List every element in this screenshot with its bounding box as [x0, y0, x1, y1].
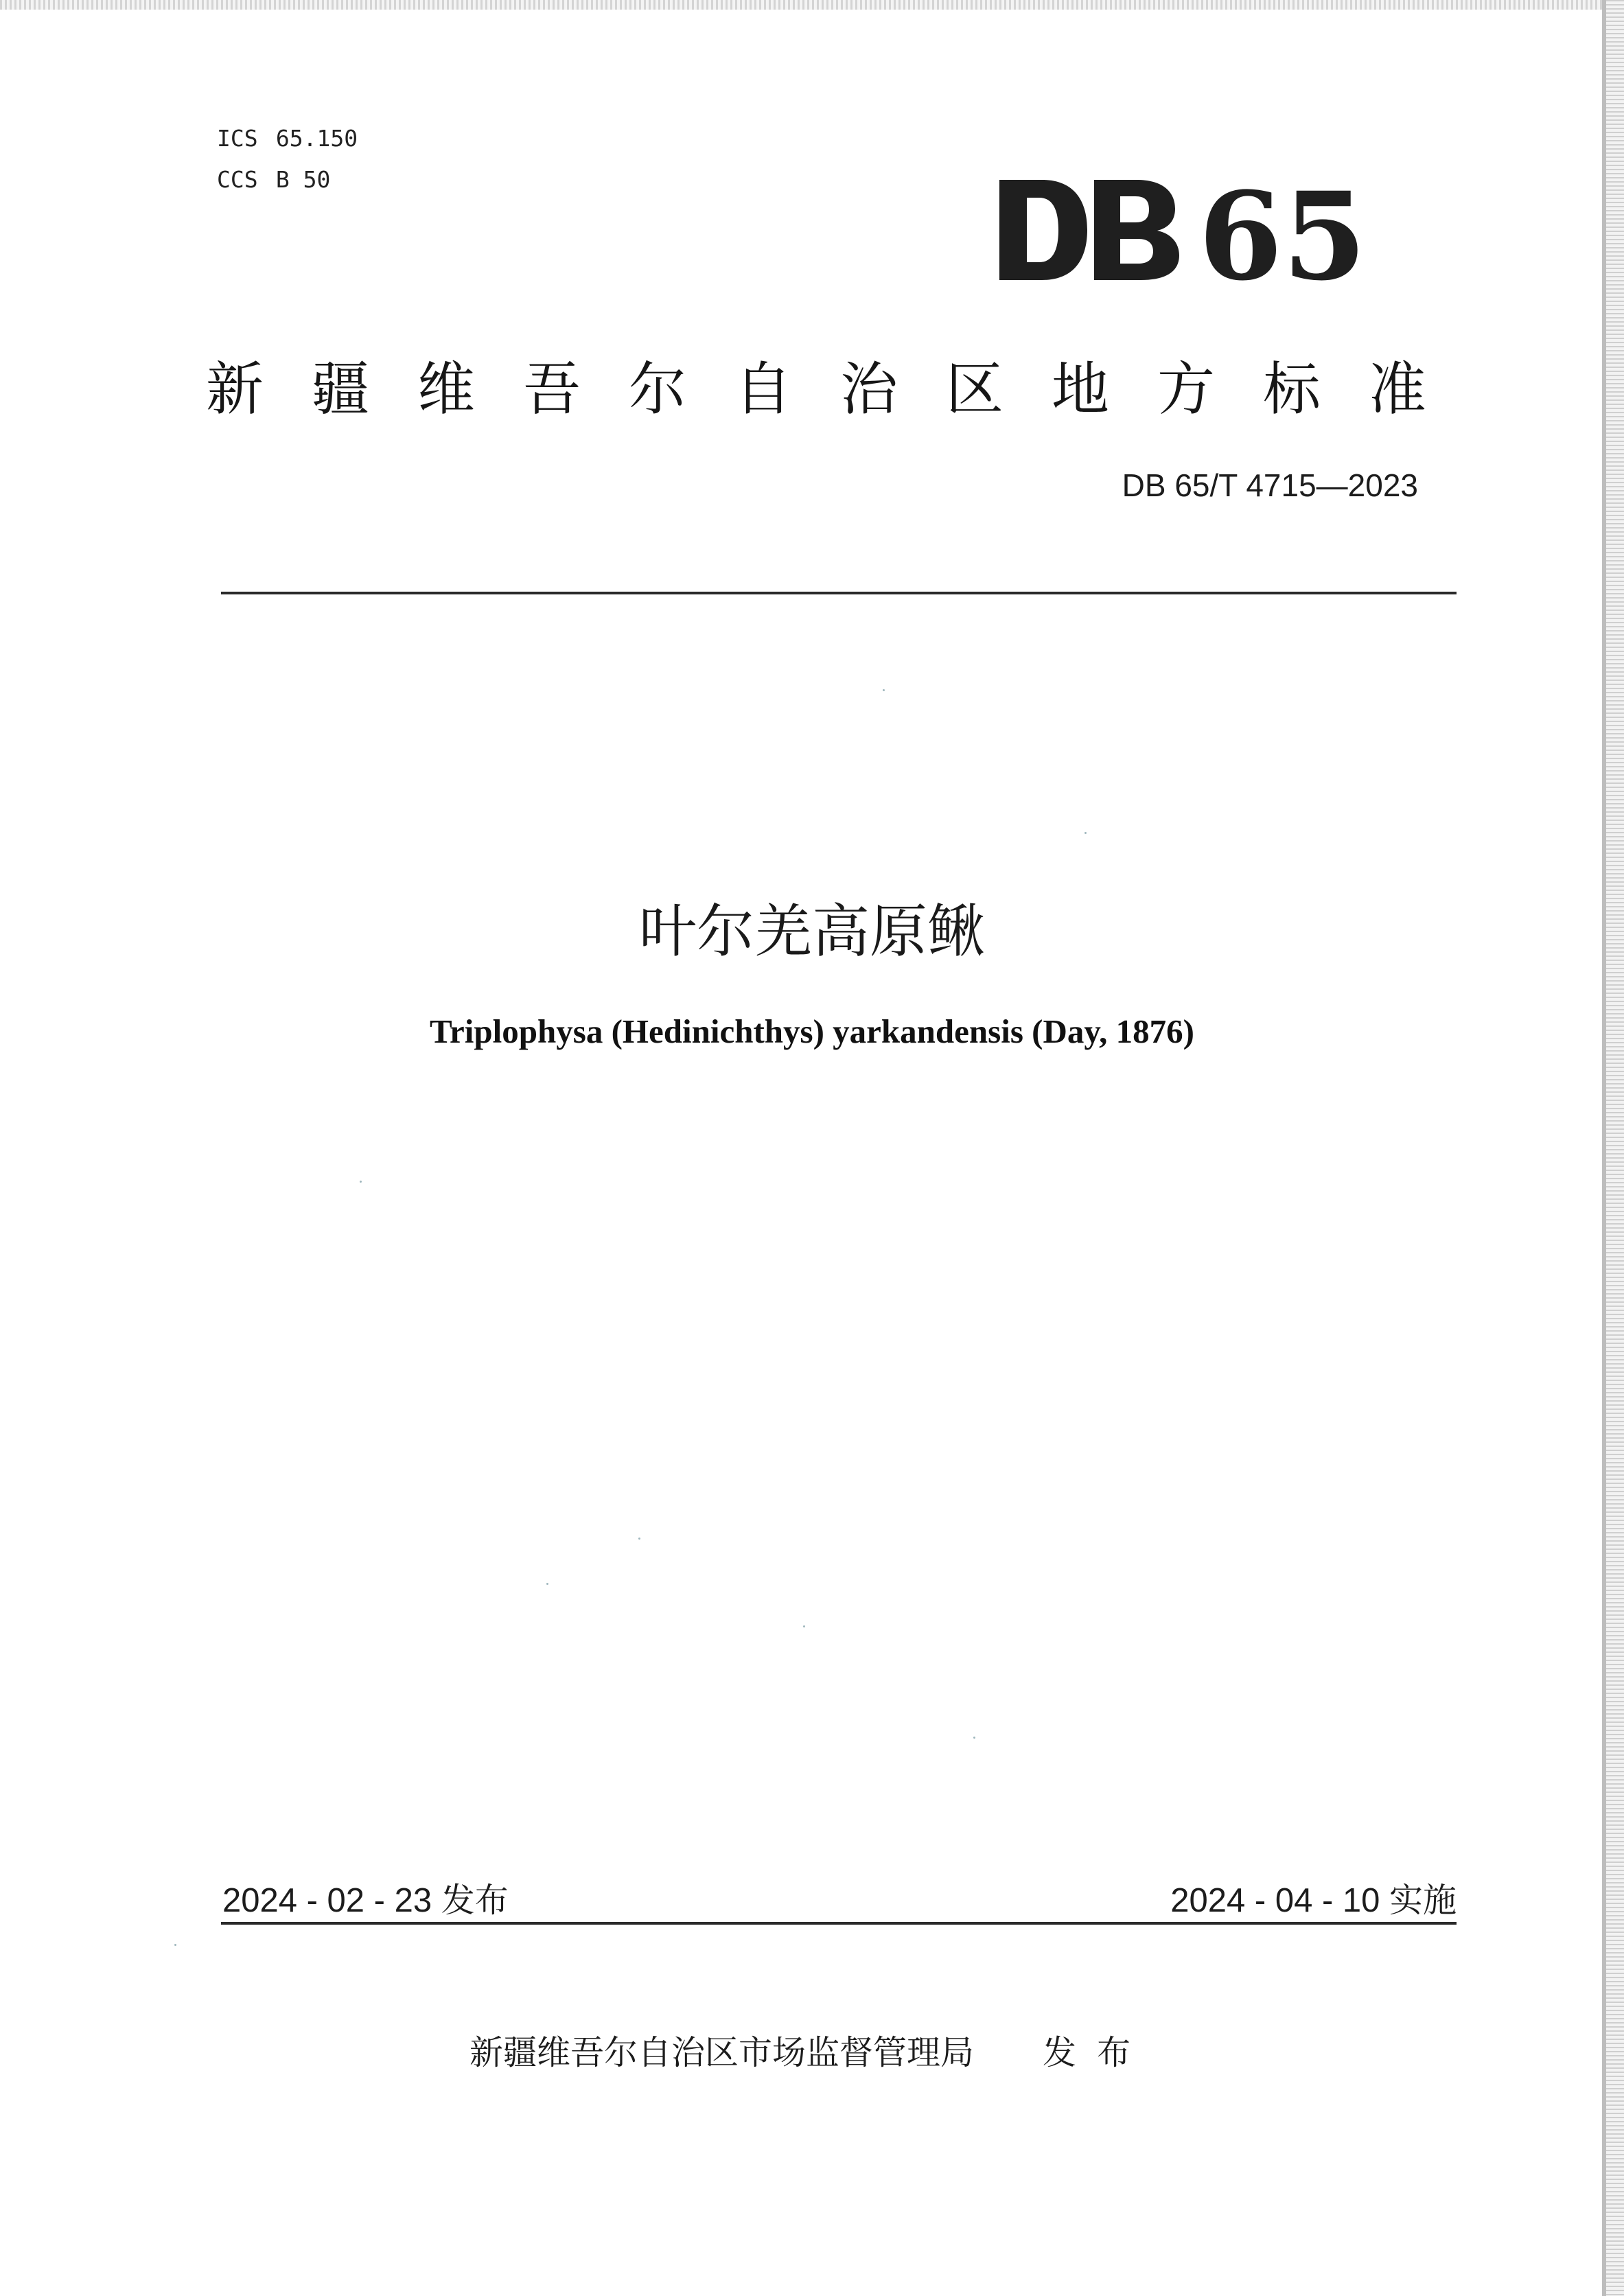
- standard-category-title: 新疆维吾尔自治区地方标准: [206, 356, 1475, 423]
- db65-logo: [999, 165, 1367, 308]
- footer-divider: [221, 1922, 1457, 1925]
- publisher-name: 新疆维吾尔自治区市场监督管理局: [469, 2033, 975, 2072]
- publish-date: 2024 - 02 - 23 发布: [222, 1882, 509, 1919]
- ccs-label: CCS: [217, 166, 258, 193]
- implement-date: 2024 - 04 - 10 实施: [1170, 1882, 1457, 1919]
- scan-speck: [360, 1181, 362, 1183]
- ics-label: ICS: [217, 125, 258, 152]
- ics-code: [217, 125, 358, 152]
- scan-right-edge: [1606, 0, 1624, 2296]
- scan-speck: [1084, 832, 1087, 834]
- publisher-line: [469, 2026, 1151, 2074]
- scan-speck: [973, 1737, 975, 1739]
- scan-top-edge: [0, 0, 1624, 10]
- species-latin-name: Triplophysa (Hedinichthys) yarkandensis (Day, 1876): [429, 1012, 1195, 1050]
- db65-logo-number: 65: [1198, 165, 1367, 308]
- scan-speck: [546, 1583, 548, 1585]
- scan-speck: [638, 1538, 640, 1540]
- publisher-action: 发布: [1043, 2033, 1152, 2072]
- ccs-value: B 50: [275, 166, 331, 193]
- scan-speck: [174, 1944, 176, 1946]
- scan-speck: [803, 1625, 805, 1627]
- ics-value: 65.150: [275, 125, 358, 152]
- header-divider: [221, 592, 1457, 594]
- document-title: 叶尔羌高原鳅: [638, 898, 985, 965]
- ccs-code: [217, 166, 330, 193]
- standard-number: DB 65/T 4715—2023: [1122, 467, 1418, 503]
- scan-speck: [883, 689, 885, 691]
